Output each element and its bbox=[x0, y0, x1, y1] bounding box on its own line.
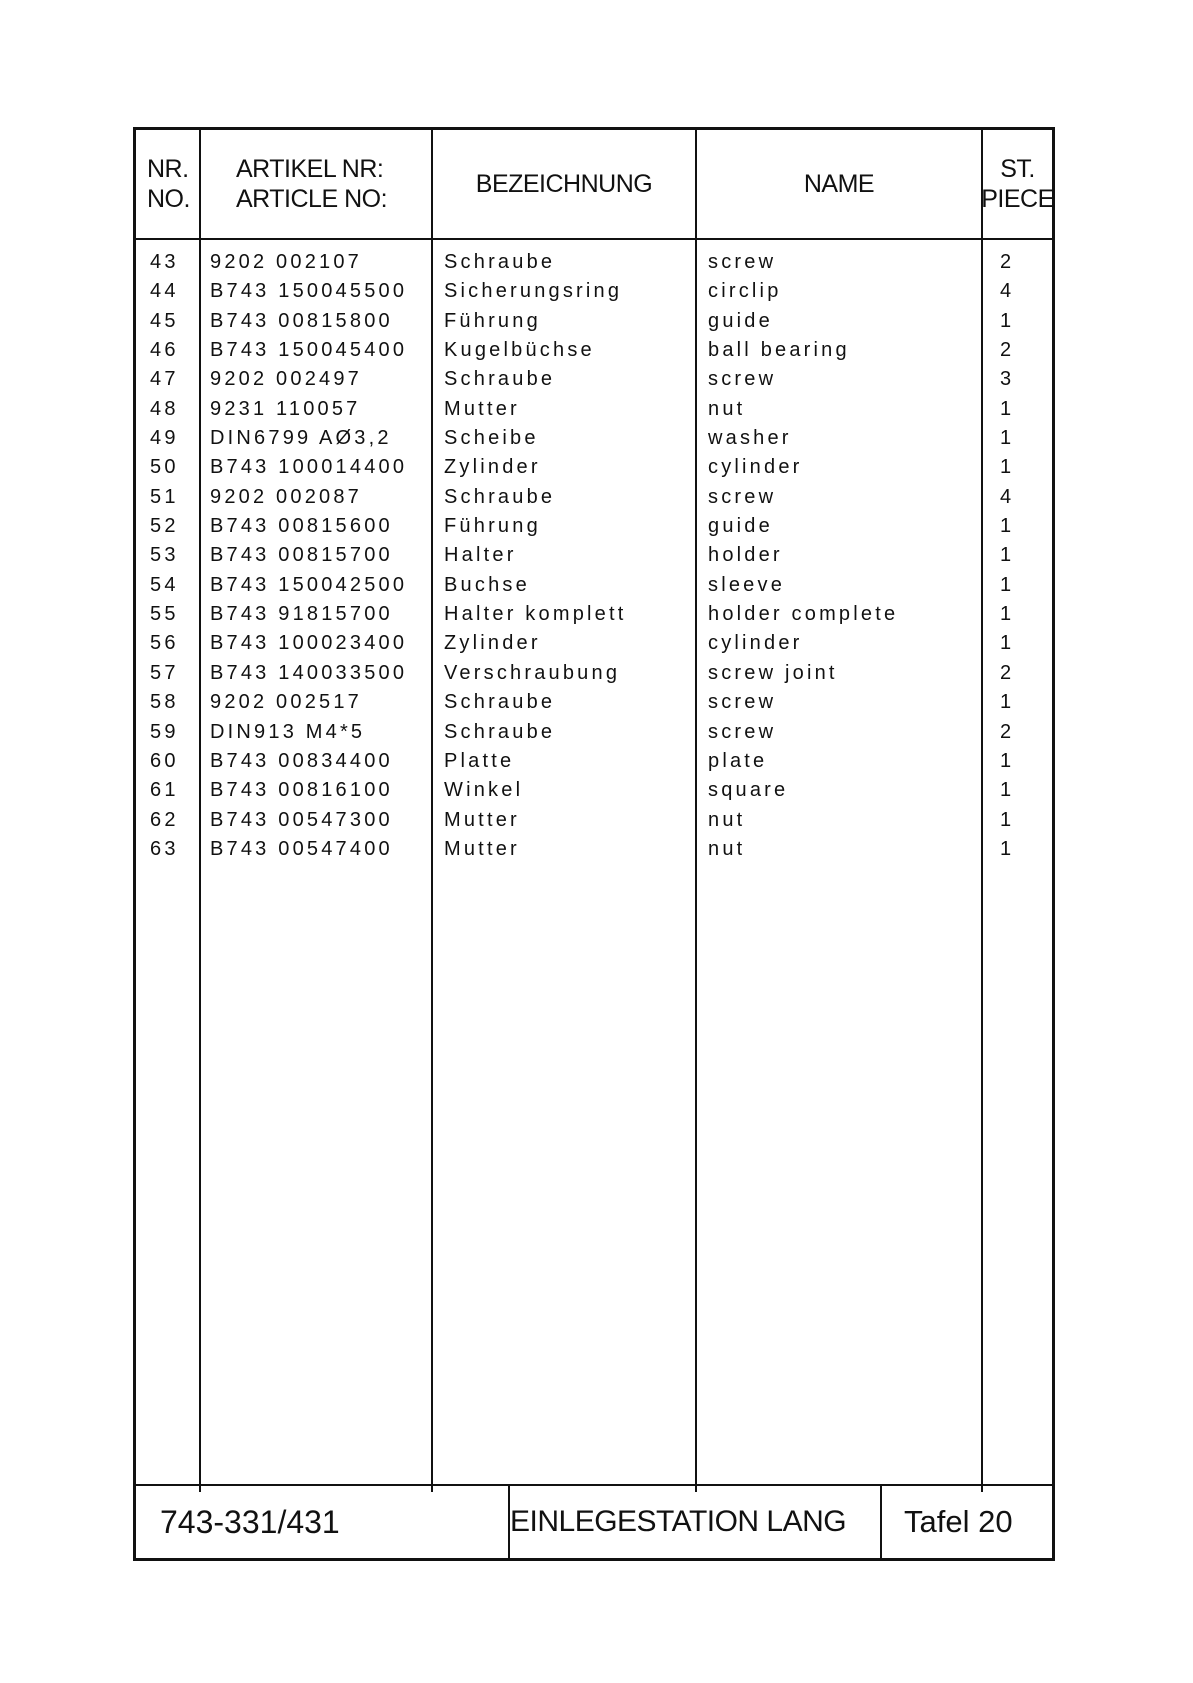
german-designation: Kugelbüchse bbox=[444, 339, 595, 362]
title-block-divider bbox=[880, 1486, 882, 1558]
table-row bbox=[136, 835, 1052, 864]
row-number: 43 bbox=[150, 251, 179, 273]
article-number: B743 91815700 bbox=[210, 603, 393, 626]
table-row bbox=[136, 248, 1052, 277]
article-number: B743 140033500 bbox=[210, 661, 408, 684]
english-name: screw bbox=[708, 720, 777, 743]
row-number: 55 bbox=[150, 603, 179, 626]
table-row bbox=[136, 629, 1052, 658]
german-designation: Mutter bbox=[444, 837, 520, 860]
german-designation: Verschraubung bbox=[444, 661, 621, 684]
piece-count: 1 bbox=[1000, 691, 1015, 714]
piece-count: 1 bbox=[1000, 456, 1015, 479]
article-number: B743 00815700 bbox=[210, 544, 393, 567]
english-name: screw bbox=[708, 485, 777, 508]
header-article-number: ARTIKEL NR: ARTICLE NO: bbox=[236, 155, 388, 213]
article-number: 9202 002087 bbox=[210, 485, 362, 508]
english-name: holder bbox=[708, 544, 783, 567]
german-designation: Schraube bbox=[444, 691, 556, 714]
piece-count: 1 bbox=[1000, 749, 1015, 772]
german-designation: Buchse bbox=[444, 573, 530, 596]
title-block bbox=[136, 1484, 1052, 1558]
piece-count: 1 bbox=[1000, 603, 1015, 626]
english-name: cylinder bbox=[708, 632, 803, 655]
row-number: 50 bbox=[150, 456, 179, 479]
table-row bbox=[136, 806, 1052, 835]
drawing-number: 743-331/431 bbox=[160, 1503, 340, 1540]
parts-list-sheet bbox=[133, 127, 1055, 1561]
german-designation: Mutter bbox=[444, 397, 520, 420]
article-number: B743 100014400 bbox=[210, 456, 408, 479]
row-number: 44 bbox=[150, 280, 179, 303]
german-designation: Führung bbox=[444, 309, 541, 332]
row-number: 51 bbox=[150, 485, 179, 508]
row-number: 52 bbox=[150, 515, 179, 538]
row-number: 46 bbox=[150, 339, 179, 362]
row-number: 58 bbox=[150, 691, 179, 714]
row-number: 57 bbox=[150, 661, 179, 684]
english-name: ball bearing bbox=[708, 339, 850, 362]
english-name: sleeve bbox=[708, 573, 786, 596]
article-number: B743 100023400 bbox=[210, 632, 408, 655]
piece-count: 1 bbox=[1000, 427, 1015, 450]
table-row bbox=[136, 541, 1052, 570]
english-name: square bbox=[708, 779, 789, 802]
english-name: screw bbox=[708, 691, 777, 714]
piece-count: 2 bbox=[1000, 251, 1015, 273]
english-name: screw bbox=[708, 251, 777, 273]
german-designation: Halter bbox=[444, 544, 517, 567]
row-number: 62 bbox=[150, 808, 179, 831]
german-designation: Schraube bbox=[444, 720, 556, 743]
piece-count: 1 bbox=[1000, 515, 1015, 538]
table-row bbox=[136, 336, 1052, 365]
german-designation: Zylinder bbox=[444, 632, 541, 655]
piece-count: 2 bbox=[1000, 661, 1015, 684]
german-designation: Halter komplett bbox=[444, 603, 627, 626]
piece-count: 2 bbox=[1000, 720, 1015, 743]
assembly-title: EINLEGESTATION LANG bbox=[510, 1505, 847, 1538]
row-number: 56 bbox=[150, 632, 179, 655]
german-designation: Mutter bbox=[444, 808, 520, 831]
header-name: NAME bbox=[803, 170, 875, 198]
piece-count: 4 bbox=[1000, 280, 1015, 303]
german-designation: Schraube bbox=[444, 251, 556, 273]
row-number: 54 bbox=[150, 573, 179, 596]
piece-count: 1 bbox=[1000, 544, 1015, 567]
german-designation: Schraube bbox=[444, 485, 556, 508]
table-row bbox=[136, 659, 1052, 688]
article-number: B743 00834400 bbox=[210, 749, 393, 772]
row-number: 61 bbox=[150, 779, 179, 802]
row-number: 47 bbox=[150, 368, 179, 391]
article-number: DIN913 M4*5 bbox=[210, 720, 366, 743]
german-designation: Schraube bbox=[444, 368, 556, 391]
header-bezeichnung: BEZEICHNUNG bbox=[475, 170, 653, 198]
parts-table-body bbox=[136, 248, 1052, 864]
article-number: B743 00547300 bbox=[210, 808, 393, 831]
english-name: nut bbox=[708, 808, 746, 831]
piece-count: 1 bbox=[1000, 573, 1015, 596]
german-designation: Platte bbox=[444, 749, 515, 772]
german-designation: Winkel bbox=[444, 779, 524, 802]
table-row bbox=[136, 277, 1052, 306]
english-name: washer bbox=[708, 427, 792, 450]
piece-count: 1 bbox=[1000, 309, 1015, 332]
row-number: 49 bbox=[150, 427, 179, 450]
english-name: plate bbox=[708, 749, 768, 772]
german-designation: Zylinder bbox=[444, 456, 541, 479]
row-number: 53 bbox=[150, 544, 179, 567]
article-number: B743 150042500 bbox=[210, 573, 408, 596]
article-number: 9231 110057 bbox=[210, 397, 361, 420]
piece-count: 1 bbox=[1000, 808, 1015, 831]
article-number: B743 00547400 bbox=[210, 837, 393, 860]
piece-count: 1 bbox=[1000, 632, 1015, 655]
article-number: 9202 002497 bbox=[210, 368, 362, 391]
german-designation: Führung bbox=[444, 515, 541, 538]
english-name: guide bbox=[708, 515, 773, 538]
table-row bbox=[136, 424, 1052, 453]
table-row bbox=[136, 747, 1052, 776]
table-row bbox=[136, 365, 1052, 394]
english-name: nut bbox=[708, 397, 746, 420]
table-row bbox=[136, 571, 1052, 600]
row-number: 59 bbox=[150, 720, 179, 743]
article-number: B743 00816100 bbox=[210, 779, 393, 802]
article-number: B743 00815600 bbox=[210, 515, 393, 538]
row-number: 48 bbox=[150, 397, 179, 420]
article-number: 9202 002517 bbox=[210, 691, 362, 714]
table-row bbox=[136, 307, 1052, 336]
english-name: screw bbox=[708, 368, 777, 391]
table-row bbox=[136, 776, 1052, 805]
english-name: nut bbox=[708, 837, 746, 860]
piece-count: 1 bbox=[1000, 837, 1015, 860]
article-number: B743 150045400 bbox=[210, 339, 408, 362]
header-pieces: ST. PIECE bbox=[981, 155, 1054, 213]
article-number: DIN6799 AØ3,2 bbox=[210, 427, 392, 450]
piece-count: 3 bbox=[1000, 368, 1015, 391]
english-name: circlip bbox=[708, 280, 782, 303]
article-number: B743 150045500 bbox=[210, 280, 408, 303]
table-row bbox=[136, 688, 1052, 717]
row-number: 45 bbox=[150, 309, 179, 332]
table-row bbox=[136, 512, 1052, 541]
article-number: B743 00815800 bbox=[210, 309, 393, 332]
header-nr: NR. NO. bbox=[147, 155, 190, 213]
plate-number: Tafel 20 bbox=[904, 1504, 1013, 1539]
english-name: guide bbox=[708, 309, 773, 332]
row-number: 60 bbox=[150, 749, 179, 772]
table-row bbox=[136, 483, 1052, 512]
piece-count: 4 bbox=[1000, 485, 1015, 508]
piece-count: 1 bbox=[1000, 779, 1015, 802]
piece-count: 2 bbox=[1000, 339, 1015, 362]
english-name: cylinder bbox=[708, 456, 803, 479]
english-name: screw joint bbox=[708, 661, 838, 684]
article-number: 9202 002107 bbox=[210, 251, 362, 273]
german-designation: Scheibe bbox=[444, 427, 539, 450]
table-row bbox=[136, 718, 1052, 747]
table-row bbox=[136, 395, 1052, 424]
table-row bbox=[136, 453, 1052, 482]
german-designation: Sicherungsring bbox=[444, 280, 623, 303]
english-name: holder complete bbox=[708, 603, 899, 626]
table-header bbox=[136, 130, 1052, 240]
piece-count: 1 bbox=[1000, 397, 1015, 420]
row-number: 63 bbox=[150, 837, 179, 860]
table-row bbox=[136, 600, 1052, 629]
